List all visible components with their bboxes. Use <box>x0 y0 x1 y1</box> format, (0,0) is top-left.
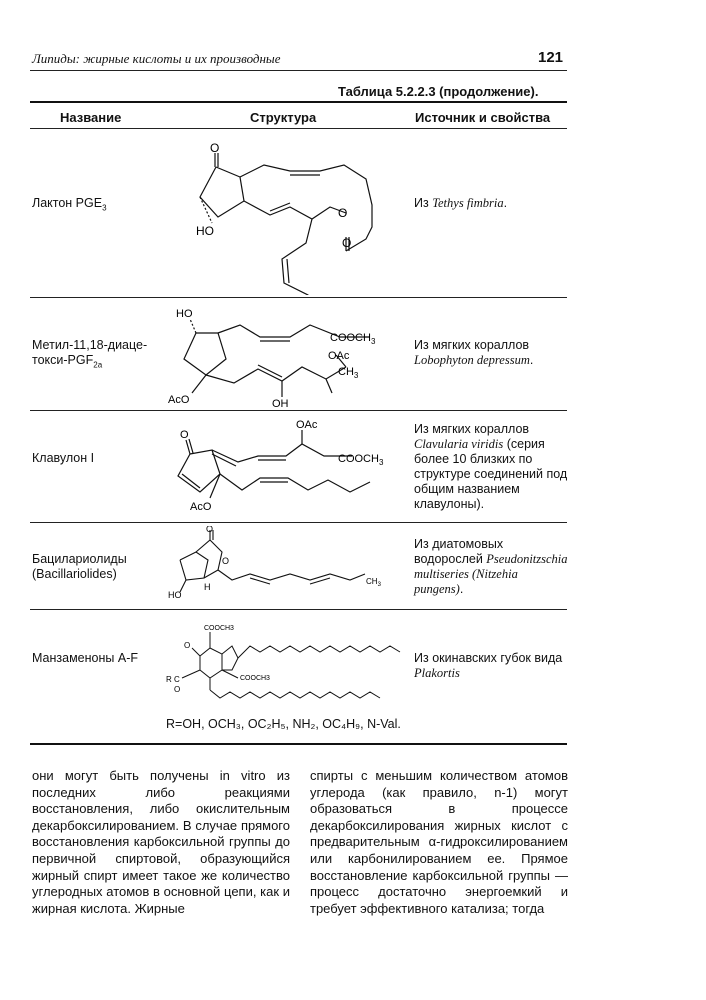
page-number: 121 <box>538 49 564 66</box>
table-caption: Таблица 5.2.2.3 (продолжение). <box>338 84 539 99</box>
atom-cooch3-mid: COOCH3 <box>240 675 270 682</box>
running-header-title: Липиды: жирные кислоты и их производные <box>32 51 281 66</box>
row-divider <box>30 609 567 610</box>
row3-structure <box>160 416 410 520</box>
atom-o2: O <box>222 556 230 566</box>
atom-ho: HO <box>168 590 182 600</box>
atom-ch3: $CH_3$ <box>366 577 381 588</box>
atom-ch3: $CH_3$ <box>338 366 359 380</box>
atom-aco: AcO <box>190 501 212 513</box>
atom-aco: AcO <box>168 394 190 406</box>
atom-o: O <box>184 641 191 650</box>
atom-o1: O <box>206 526 214 534</box>
row4-structure <box>160 526 410 602</box>
row5-name: Манзаменоны A-F <box>32 651 138 665</box>
row-divider <box>30 410 567 411</box>
atom-oac: OAc <box>296 419 318 431</box>
atom-oac: OAc <box>328 350 350 362</box>
row2-name: Метил-11,18-диаце- токси-$PGF_{2a}$ <box>32 338 148 370</box>
atom-c: C <box>174 675 180 684</box>
table-header-rule <box>30 128 567 129</box>
atom-ho: HO <box>196 224 214 238</box>
atom-o-bottom: O <box>342 236 352 250</box>
row3-source: Из мягких кораллов Clavularia viridis (серия более 10 близких по структуре соединений под общим названием клавулоны). <box>414 422 568 511</box>
row1-structure <box>160 135 410 295</box>
atom-o-ring: O <box>338 206 348 220</box>
row2-structure <box>160 303 410 413</box>
row-divider <box>30 522 567 523</box>
atom-o: O <box>180 429 189 441</box>
atom-cooch3: $COOCH_3$ <box>330 332 376 346</box>
body-left-column: они могут быть получены in vitro из последних либо реакциями восстановления, либо окислительным декарбоксилированием. В случае прямого восстановления карбоксильной группы до первичной спиртовой, образующийся жирный спирт имеет такое же количество углеродных атомов в основной цепи, как и жирная кислота. Жирные <box>32 768 290 916</box>
row3-name: Клавулон I <box>32 451 95 465</box>
row-divider <box>30 297 567 298</box>
row4-name: Бацилариолиды (Bacillariolides) <box>32 552 127 581</box>
atom-cooch3: $COOCH_3$ <box>338 453 384 467</box>
row5-source: Из окинавских губок вида Plakortis <box>414 651 563 680</box>
row1-name: Лактон $PGE_3$ <box>32 196 107 213</box>
table-bottom-rule <box>30 743 567 745</box>
row4-source: Из диатомовых водорослей Pseudonitzschia multiseries (Nitzehia pungens). <box>414 537 568 596</box>
atom-o2: O <box>174 685 181 694</box>
r-groups-label: R=OH, OCH₃, OC₂H₅, NH₂, OC₄H₉, N-Val. <box>166 717 401 731</box>
column-header-source: Источник и свойства <box>415 110 551 125</box>
row2-source: Из мягких кораллов Lobophyton depressum. <box>414 338 534 367</box>
atom-ho: HO <box>176 308 193 320</box>
atom-cooch3-top: COOCH3 <box>204 625 234 632</box>
column-header-structure: Структура <box>250 110 317 125</box>
row1-source: Из Tethys fimbria. <box>414 196 508 210</box>
header-rule <box>30 70 567 71</box>
atom-r: R <box>166 675 172 684</box>
atom-o-top: O <box>210 141 220 155</box>
atom-oh: OH <box>272 398 289 410</box>
column-header-name: Название <box>60 110 122 125</box>
body-right-column: спирты с меньшим количеством атомов углерода (как правило, n-1) могут образоваться в процессе декарбоксилирования жирных кислот с предварительным α-гидроксилированием или карбонилированием ее. Прямое восстановление карбоксильной группы — процесс достаточно энергоемкий и требует эффективного катализа; тогда <box>310 768 568 916</box>
atom-h: H <box>204 582 211 592</box>
table-top-rule <box>30 101 567 103</box>
row5-structure <box>160 618 410 710</box>
